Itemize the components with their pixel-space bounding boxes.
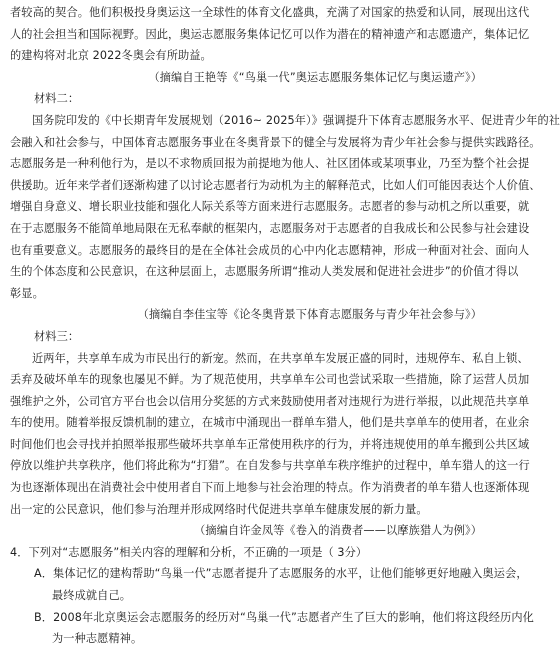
option-label: B． [34,610,54,624]
text-line: 的建构将对北京 2022冬奥会有所助益。 [10,49,212,63]
text-line: 在于志愿服务不能简单地局限在无私奉献的框架内，志愿服务对于志愿者的自我成长和公民参与社会建设 [10,221,530,235]
source-citation-3: （摘编自许金凤等《卷入的消费者——以摩族猎人为例》） [194,524,482,538]
text-line: 会融入和社会参与，中国体育志愿服务事业在冬奥背景下的健全与发展将为青少年社会参与提供实践路径。 [10,135,541,149]
material-3-heading: 材料三： [34,329,80,343]
text-line: 为也逐渐体现出在消费社会中使用者自下而上地参与社会治理的特点。作为消费者的单车猎人也逐渐体现 [10,481,530,495]
text-line: 志愿服务是一种利他行为，是以不求物质回报为前提地为他人、社区团体或某项事业，乃至为整个社会提 [10,157,530,171]
text-line: 也有重要意义。志愿服务的最终目的是在全体社会成员的心中内化志愿精神，形成一种面对社会、面向人 [10,243,530,257]
text-line: 人的社会担当和国际视野。因此，奥运志愿服务集体记忆可以作为潜在的精神遗产和志愿遗产，集体记忆 [10,27,530,41]
text-line: 彰显。 [10,286,44,300]
source-citation-1: （摘编自王艳等《“鸟巢一代”奥运志愿服务集体记忆与奥运遗产》） [148,70,482,84]
text-line: 国务院印发的《中长期青年发展规划（2016~ 2025年）》强调提升下体育志愿服务水平、促进青少年的社 [32,113,560,127]
text-line: 者较高的契合。他们积极投身奥运这一全球性的体育文化盛典，充满了对国家的热爱和认同，展现出这代 [10,6,530,19]
text-line: 车的使用。随着举报反馈机制的建立，在城市中涌现出一群单车猎人，他们是共享单车的使用者，在业余 [10,416,530,430]
text-line: 出一定的公民意识，他们参与治理并形成网络时代促进共享单车健康发展的新力量。 [10,502,428,516]
material-2-heading: 材料二： [34,92,80,106]
text-line: 时间他们也会寻找并拍照举报那些破坏共享单车正常使用秩序的行为，并将违规使用的单车搬到公共区域 [10,437,530,451]
option-b[interactable] [10,607,534,650]
question-stem: 4．下列对“志愿服务”相关内容的理解和分析，不正确的一项是（ 3分） [10,545,368,559]
material-2-body [10,110,560,304]
option-label: A． [34,567,54,581]
text-line: 强维护之外，公司官方平台也会以信用分奖惩的方式来鼓励使用者对违规行为进行举报，以此规范共享单 [10,394,530,408]
source-citation-2: （摘编自李佳宝等《论冬奥背景下体育志愿服务与青少年社会参与》） [137,308,482,322]
text-line: 供援助。近年来学者们逐渐构建了以讨论志愿者行为动机为主的解释范式，比如人们可能因表达个人价值、 [10,178,541,192]
option-text: 为一种志愿精神。 [52,632,143,646]
option-text: 最终成就自己。 [52,589,132,603]
text-line: 丢弃及破坏单车的现象也屡见不鲜。为了规范使用，共享单车公司也尝试采取一些措施，除了运营人员加 [10,373,530,387]
option-text: 2008年北京奥运会志愿服务的经历对“鸟巢一代”志愿者产生了巨大的影响，他们将这段经历内化 [53,610,534,624]
material-3-body [10,348,530,521]
text-line: 生的个体态度和公民意识，在这种层面上，志愿服务所谓“推动人类发展和促进社会进步”的价值才得以 [10,265,519,279]
intro-paragraph [10,2,530,67]
text-line: 增强自身意义、增长职业技能和强化人际关系等方面来进行志愿服务。志愿者的参与动机之所以重要，就 [10,200,530,214]
option-a[interactable] [10,563,528,606]
text-line: 停放以维护共享秩序，他们将此称为“打猎”。在自发参与共享单车秩序维护的过程中，单车猎人的这一行 [10,459,530,473]
option-text: 集体记忆的建构帮助“鸟巢一代”志愿者提升了志愿服务的水平，让他们能够更好地融入奥运会， [53,567,528,581]
text-line: 近两年，共享单车成为市民出行的新宠。然而，在共享单车发展正盛的同时，违规停车、私自上锁、 [32,351,529,365]
